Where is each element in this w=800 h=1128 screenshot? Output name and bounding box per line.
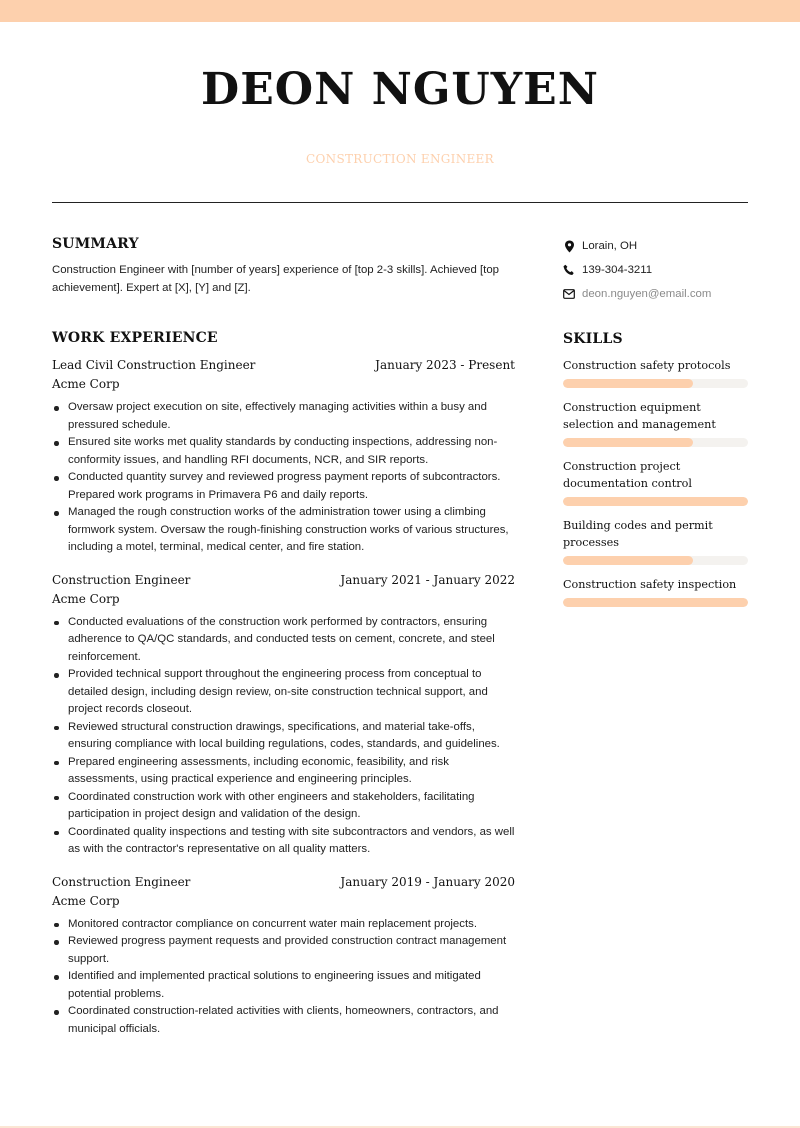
skill-name: Building codes and permit processes xyxy=(563,519,713,549)
skill-name: Construction safety protocols xyxy=(563,359,731,372)
job-title: Construction Engineer xyxy=(52,572,191,587)
job-bullet: Monitored contractor compliance on concurrent water main replacement projects. xyxy=(52,916,515,934)
skill-level-bar xyxy=(563,379,748,388)
contact-location xyxy=(563,234,748,258)
skill-level-bar xyxy=(563,497,748,506)
skill-item xyxy=(563,458,748,506)
job-bullet: Identified and implemented practical solutions to engineering issues and mitigated potential problems. xyxy=(52,968,515,1003)
skill-level-fill xyxy=(563,497,748,506)
skills-title: SKILLS xyxy=(563,331,623,347)
job-dates: January 2019 - January 2020 xyxy=(340,874,515,889)
job-bullet: Coordinated quality inspections and testing with site subcontractors and vendors, as well as with the contractor's representative on all quality matters. xyxy=(52,824,515,859)
location-text: Lorain, OH xyxy=(582,240,638,252)
candidate-name: DEON NGUYEN xyxy=(201,64,599,115)
job-bullet: Managed the rough construction works of the administration tower using a climbing formwork system. Oversaw the rough-finishing construction works of various structures, including a motel, terminal, medical center, and fire station. xyxy=(52,504,515,557)
job-bullet: Reviewed progress payment requests and provided construction contract management support. xyxy=(52,933,515,968)
job-dates: January 2023 - Present xyxy=(375,358,515,372)
summary-text: Construction Engineer with [number of years] experience of [top 2-3 skills]. Achieved [top achievement]. Expert at [X], [Y] and [Z]. xyxy=(52,264,499,294)
skill-level-fill xyxy=(563,556,693,565)
job-entry xyxy=(52,875,515,1039)
job-bullet: Provided technical support throughout the engineering process from conceptual to detailed design, including design review, on-site construction technical support, and project records closeout. xyxy=(52,666,515,719)
job-bullet: Coordinated construction work with other engineers and stakeholders, facilitating participation in project design and validation of the design. xyxy=(52,789,515,824)
job-bullets xyxy=(52,614,515,859)
job-bullet: Oversaw project execution on site, effectively managing activities within a busy and pressured schedule. xyxy=(52,399,515,434)
job-bullets xyxy=(52,916,515,1039)
phone-icon xyxy=(563,264,575,276)
phone-text: 139-304-3211 xyxy=(582,264,653,276)
summary-section xyxy=(52,236,515,297)
job-bullets xyxy=(52,399,515,557)
skill-item xyxy=(563,576,748,607)
skill-level-bar xyxy=(563,438,748,447)
contact-phone xyxy=(563,258,748,282)
work-experience-title: WORK EXPERIENCE xyxy=(52,330,218,346)
candidate-role: CONSTRUCTION ENGINEER xyxy=(306,152,494,166)
map-pin-icon xyxy=(563,240,575,252)
top-accent-band xyxy=(0,0,800,22)
envelope-icon xyxy=(563,288,575,300)
header-divider xyxy=(52,202,748,203)
job-entry xyxy=(52,358,515,557)
job-dates: January 2021 - January 2022 xyxy=(340,572,515,587)
job-company: Acme Corp xyxy=(52,591,120,606)
skill-level-bar xyxy=(563,556,748,565)
side-column xyxy=(563,234,748,607)
skill-level-bar xyxy=(563,598,748,607)
job-bullet: Coordinated construction-related activities with clients, homeowners, contractors, and municipal officials. xyxy=(52,1003,515,1038)
skill-item xyxy=(563,357,748,388)
job-entry xyxy=(52,573,515,859)
skill-level-fill xyxy=(563,438,693,447)
skill-name: Construction equipment selection and management xyxy=(563,401,716,431)
skill-item xyxy=(563,399,748,447)
job-title: Construction Engineer xyxy=(52,874,191,889)
job-title: Lead Civil Construction Engineer xyxy=(52,358,256,372)
skill-level-fill xyxy=(563,598,748,607)
job-bullet: Ensured site works met quality standards by conducting inspections, addressing non-conformity issues, and handling RFI documents, NCR, and SIR reports. xyxy=(52,434,515,469)
contact-email[interactable] xyxy=(563,282,748,306)
skill-name: Construction project documentation control xyxy=(563,460,692,490)
main-column xyxy=(52,236,515,1038)
skills-section xyxy=(563,331,748,607)
job-bullet: Conducted quantity survey and reviewed progress payment reports of subcontractors. Prepared work programs in Primavera P6 and daily reports. xyxy=(52,469,515,504)
work-experience-section xyxy=(52,330,515,1038)
email-text[interactable]: deon.nguyen@email.com xyxy=(582,288,712,300)
skill-item xyxy=(563,517,748,565)
job-company: Acme Corp xyxy=(52,893,120,908)
skill-level-fill xyxy=(563,379,693,388)
contact-section xyxy=(563,234,748,306)
job-bullet: Prepared engineering assessments, including economic, feasibility, and risk assessments, using practical experience and engineering principles. xyxy=(52,754,515,789)
skill-name: Construction safety inspection xyxy=(563,578,737,591)
job-bullet: Reviewed structural construction drawings, specifications, and material take-offs, ensuring compliance with local building regulations, codes, standards, and guidelines. xyxy=(52,719,515,754)
job-bullet: Conducted evaluations of the construction work performed by contractors, ensuring adherence to QA/QC standards, and conducted tests on cement, concrete, and steel reinforcement. xyxy=(52,614,515,667)
job-company: Acme Corp xyxy=(52,377,120,391)
summary-title: SUMMARY xyxy=(52,236,139,252)
